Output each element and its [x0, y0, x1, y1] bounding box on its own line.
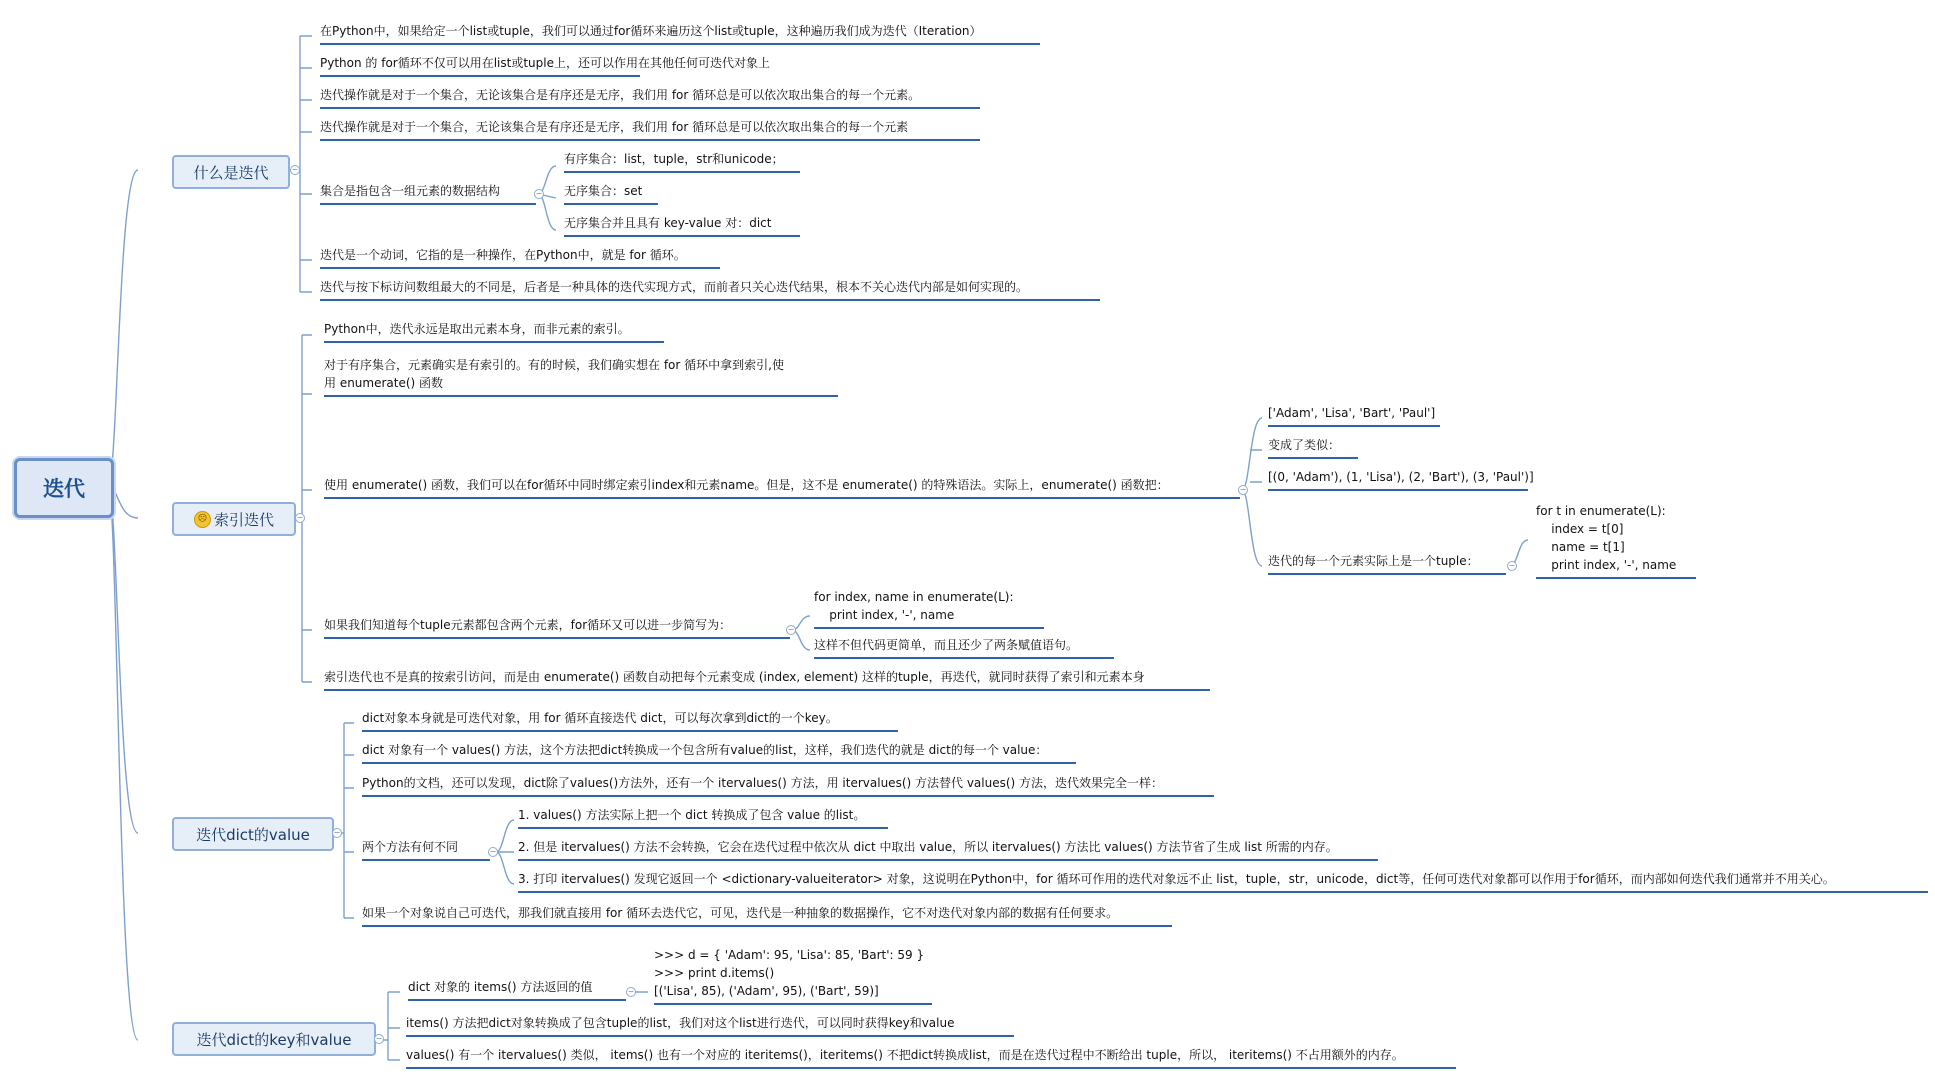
note-iteration-verb: 迭代是一个动词，它指的是一种操作，在Python中，就是 for 循环。	[320, 246, 720, 269]
note-ordered-collections: 有序集合：list，tuple，str和unicode；	[564, 150, 800, 173]
collapse-icon[interactable]: −	[787, 625, 795, 634]
note-list-example: ['Adam', 'Lisa', 'Bart', 'Paul']	[1268, 404, 1440, 427]
note-iteration-vs-index: 迭代与按下标访问数组最大的不同是，后者是一种具体的迭代实现方式，而前者只关心迭代结果，根本不关心迭代内部是如何实现的。	[320, 278, 1100, 301]
note-unordered-set: 无序集合：set	[564, 182, 658, 205]
collapse-icon[interactable]: −	[627, 987, 635, 996]
note-iterate-collection-2: 迭代操作就是对于一个集合，无论该集合是有序还是无序，我们用 for 循环总是可以依次取出集合的每一个元素	[320, 118, 980, 141]
code-items-example: >>> d = { 'Adam': 95, 'Lisa': 85, 'Bart': 59 } >>> print d.items() [('Lisa', 85), ('Adam', 95), ('Bart', 59)]	[654, 946, 932, 1005]
note-for-any-iterable: Python 的 for循环不仅可以用在list或tuple上，还可以作用在其他任何可迭代对象上	[320, 54, 640, 77]
note-tuple-unpacking: 如果我们知道每个tuple元素都包含两个元素，for循环又可以进一步简写为：	[324, 616, 790, 639]
note-element-not-index: Python中，迭代永远是取出元素本身，而非元素的索引。	[324, 320, 664, 343]
collapse-icon[interactable]: −	[375, 1034, 383, 1043]
topic-index-iteration-label: 索引迭代	[213, 510, 274, 529]
note-items-return: dict 对象的 items() 方法返回的值	[408, 978, 626, 1001]
code-enumerate-unpack: for index, name in enumerate(L): print index, '-', name	[814, 588, 1044, 629]
collapse-icon[interactable]: −	[535, 189, 543, 198]
note-enumerate-result: [(0, 'Adam'), (1, 'Lisa'), (2, 'Bart'), (3, 'Paul')]	[1268, 468, 1528, 491]
collapse-icon[interactable]: −	[1239, 485, 1247, 494]
note-fewer-assignments: 这样不但代码更简单，而且还少了两条赋值语句。	[814, 636, 1114, 659]
note-items-tuple-list: items() 方法把dict对象转换成了包含tuple的list，我们对这个list进行迭代，可以同时获得key和value	[406, 1014, 1014, 1037]
note-itervalues-method: Python的文档，还可以发现，dict除了values()方法外，还有一个 itervalues() 方法，用 itervalues() 方法替代 values() 方法，迭代效果完全一样：	[362, 774, 1214, 797]
note-enumerate-binding: 使用 enumerate() 函数，我们可以在for循环中同时绑定索引index和元素name。但是，这不是 enumerate() 的特殊语法。实际上，enumerate() 函数把：	[324, 476, 1240, 499]
topic-what-is-iteration[interactable]: 什么是迭代	[172, 155, 290, 189]
topic-index-iteration[interactable]	[172, 502, 296, 536]
note-diff-2: 2. 但是 itervalues() 方法不会转换，它会在迭代过程中依次从 dict 中取出 value，所以 itervalues() 方法比 values() 方法节省了生成 list 所需的内存。	[518, 838, 1378, 861]
note-values-method: dict 对象有一个 values() 方法，这个方法把dict转换成一个包含所有value的list，这样，我们迭代的就是 dict的每一个 value：	[362, 741, 1076, 764]
root-topic[interactable]: 迭代	[14, 458, 114, 518]
collapse-icon[interactable]: −	[1508, 561, 1516, 570]
note-diff-3: 3. 打印 itervalues() 发现它返回一个 <dictionary-valueiterator> 对象，这说明在Python中，for 循环可作用的迭代对象远不止 list，tuple，str，unicode，dict等，任何可迭代对象都可以作用于for循环，而内部如何迭代我们通常并不用关心。	[518, 870, 1928, 893]
note-becomes-like: 变成了类似：	[1268, 436, 1358, 459]
topic-iterate-dict-key-value[interactable]: 迭代dict的key和value	[172, 1022, 376, 1056]
topic-iterate-dict-value[interactable]: 迭代dict的value	[172, 817, 334, 851]
note-abstract-operation: 如果一个对象说自己可迭代，那我们就直接用 for 循环去迭代它，可见，迭代是一种抽象的数据操作，它不对迭代对象内部的数据有任何要求。	[362, 904, 1172, 927]
note-collection-definition: 集合是指包含一组元素的数据结构	[320, 182, 536, 205]
note-diff-1: 1. values() 方法实际上把一个 dict 转换成了包含 value 的list。	[518, 806, 888, 829]
collapse-icon[interactable]: −	[489, 847, 497, 856]
code-enumerate-tuple: for t in enumerate(L): index = t[0] name = t[1] print index, '-', name	[1536, 502, 1696, 579]
note-enumerate-summary: 索引迭代也不是真的按索引访问，而是由 enumerate() 函数自动把每个元素变成 (index, element) 这样的tuple，再迭代，就同时获得了索引和元素本身	[324, 668, 1210, 691]
note-dict-key-value: 无序集合并且具有 key-value 对：dict	[564, 214, 800, 237]
collapse-icon[interactable]: −	[291, 165, 299, 174]
sad-face-icon: ☹	[194, 511, 211, 528]
note-dict-iterable: dict对象本身就是可迭代对象，用 for 循环直接迭代 dict，可以每次拿到dict的一个key。	[362, 709, 898, 732]
note-iteration-definition: 在Python中，如果给定一个list或tuple，我们可以通过for循环来遍历这个list或tuple，这种遍历我们成为迭代（Iteration）	[320, 22, 1040, 45]
note-ordered-have-index: 对于有序集合，元素确实是有索引的。有的时候，我们确实想在 for 循环中拿到索引,使 用 enumerate() 函数	[324, 356, 838, 397]
collapse-icon[interactable]: −	[296, 513, 304, 522]
note-difference: 两个方法有何不同	[362, 838, 490, 861]
note-iterate-collection-1: 迭代操作就是对于一个集合，无论该集合是有序还是无序，我们用 for 循环总是可以依次取出集合的每一个元素。	[320, 86, 980, 109]
note-element-is-tuple: 迭代的每一个元素实际上是一个tuple：	[1268, 552, 1506, 575]
collapse-icon[interactable]: −	[333, 828, 341, 837]
note-iteritems: values() 有一个 itervalues() 类似， items() 也有一个对应的 iteritems()，iteritems() 不把dict转换成list，而是在迭代过程中不断给出 tuple，所以， iteritems() 不占用额外的内存。	[406, 1046, 1456, 1069]
